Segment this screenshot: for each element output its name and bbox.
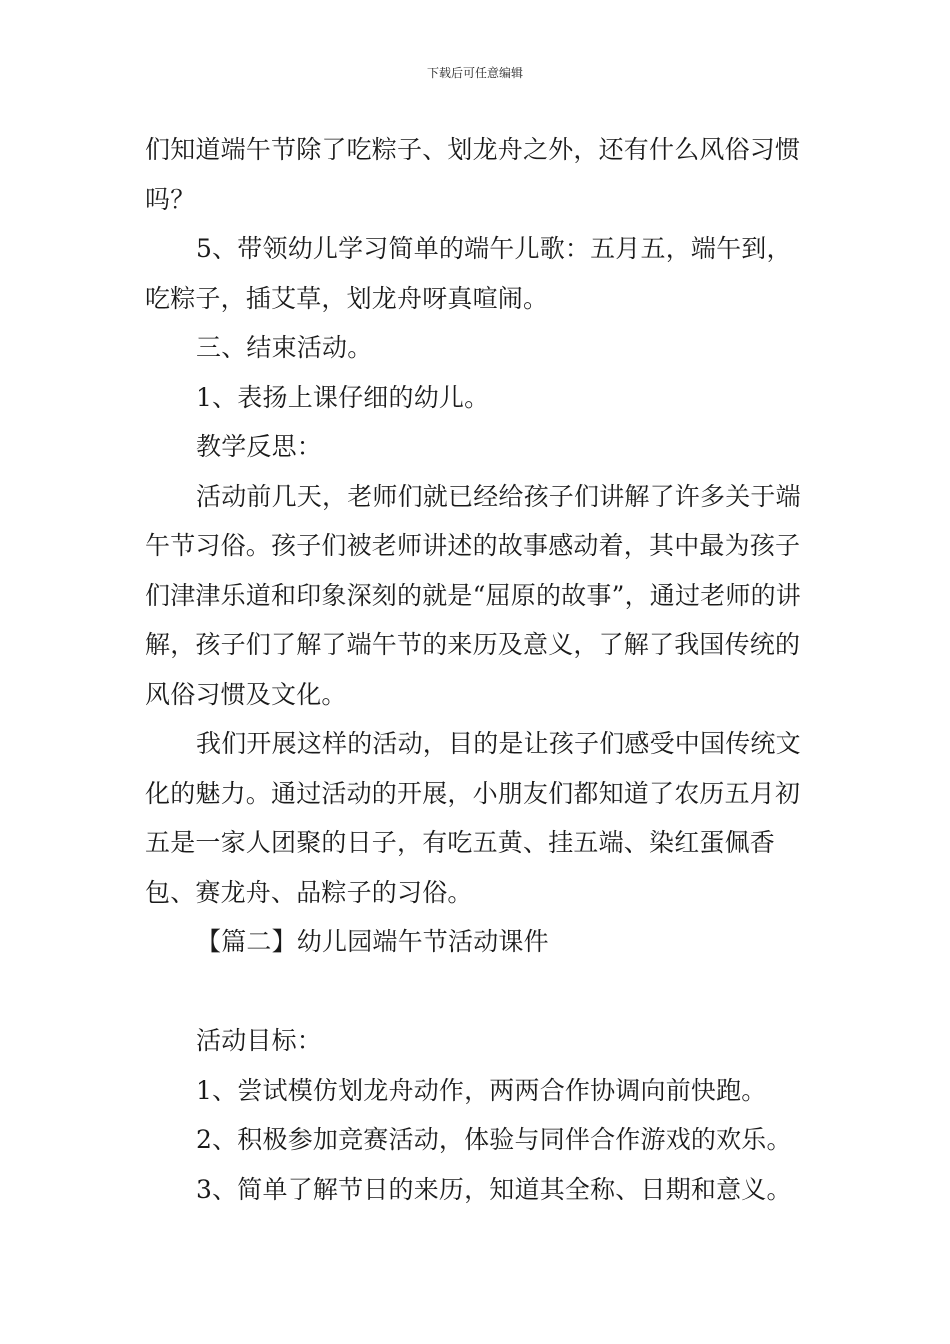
section-heading-reflection: 教学反思： (196, 432, 323, 461)
paragraph-children-song: 5、带领幼儿学习简单的端午儿歌：五月五，端午到，吃粽子，插艾草，划龙舟呀真喧闹。 (145, 234, 792, 313)
list-item-praise: 1、表扬上课仔细的幼儿。 (196, 382, 490, 412)
page-header: 下载后可任意编辑 (426, 66, 523, 80)
section-heading-end-activity: 三、结束活动。 (196, 333, 373, 362)
section-heading-goals: 活动目标： (196, 1026, 323, 1055)
document-body (145, 125, 810, 1214)
section-title-part-two: 【篇二】幼儿园端午节活动课件 (196, 927, 549, 956)
paragraph-reflection-1: 活动前几天，老师们就已经给孩子们讲解了许多关于端午节习俗。孩子们被老师讲述的故事感动着，其中最为孩子们津津乐道和印象深刻的就是“屈原的故事”，通过老师的讲解，孩子们了解了端午节的来历及意义，了解了我国传统的风俗习惯及文化。 (145, 481, 801, 709)
blank-line (145, 967, 810, 1017)
paragraph-continuation: 们知道端午节除了吃粽子、划龙舟之外，还有什么风俗习惯吗？ (145, 135, 801, 214)
list-item-goal-3: 3、简单了解节日的来历，知道其全称、日期和意义。 (196, 1174, 792, 1204)
list-item-goal-2: 2、积极参加竞赛活动，体验与同伴合作游戏的欢乐。 (196, 1125, 792, 1154)
list-item-goal-1: 1、尝试模仿划龙舟动作，两两合作协调向前快跑。 (196, 1075, 767, 1105)
paragraph-reflection-2: 我们开展这样的活动，目的是让孩子们感受中国传统文化的魅力。通过活动的开展，小朋友们都知道了农历五月初五是一家人团聚的日子，有吃五黄、挂五端、染红蛋佩香包、赛龙舟、品粽子的习俗。 (145, 729, 801, 907)
